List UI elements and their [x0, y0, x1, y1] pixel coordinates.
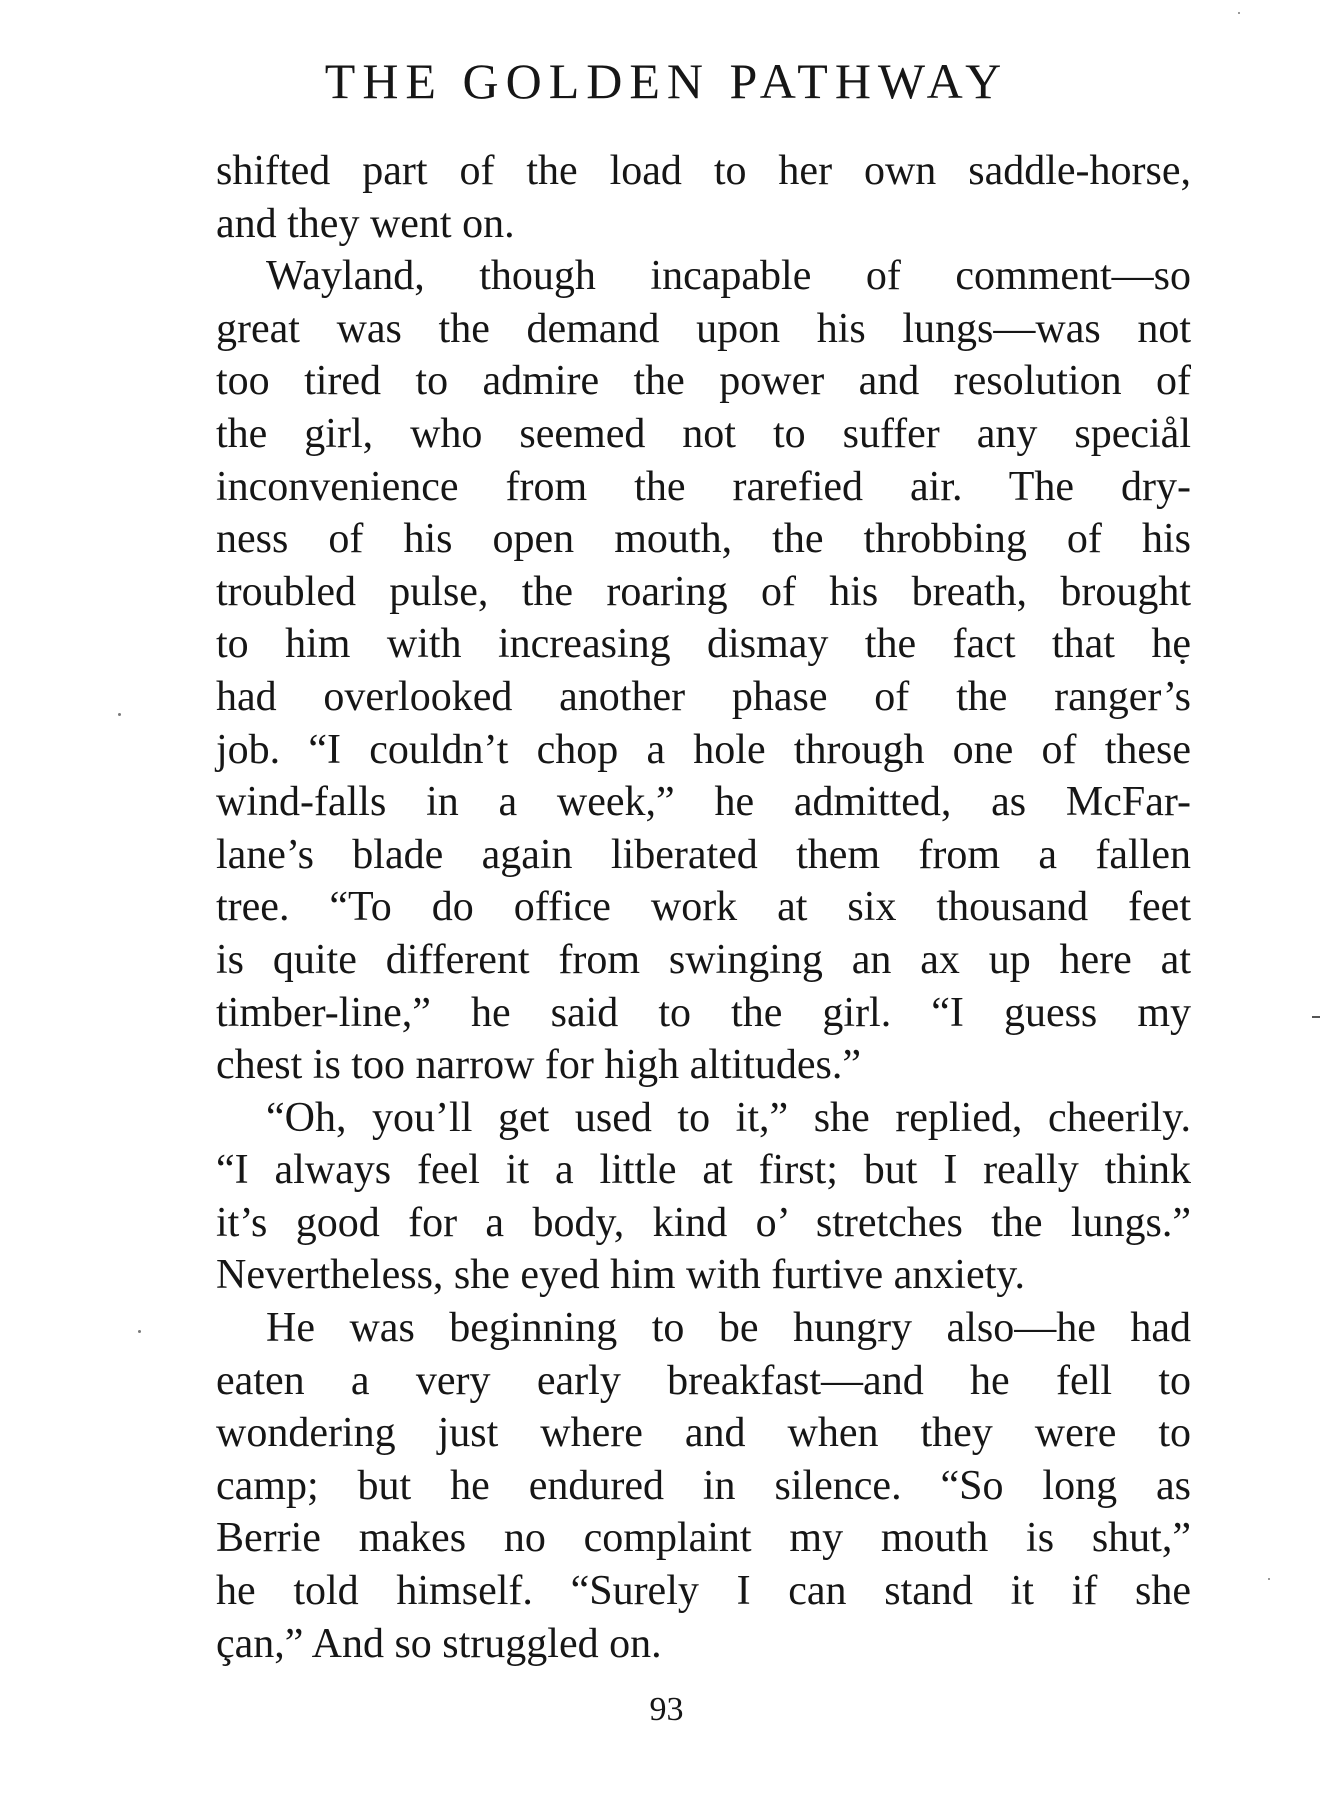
text-line: it’s good for a body, kind o’ stretches the lungs.” — [216, 1199, 1191, 1246]
text-line: and they went on. — [216, 200, 515, 247]
text-line: great was the demand upon his lungs—was not — [216, 305, 1191, 352]
text-line: shifted part of the load to her own saddle-horse, — [216, 148, 1191, 194]
running-head: THE GOLDEN PATHWAY — [324, 53, 1009, 109]
text-line: çan,” And so struggled on. — [216, 1620, 662, 1667]
text-line: inconvenience from the rarefied air. The dry- — [216, 463, 1191, 510]
text-line: is quite different from swinging an ax up here at — [216, 936, 1191, 983]
text-line: chest is too narrow for high altitudes.” — [216, 1042, 862, 1089]
text-line: wondering just where and when they were to — [216, 1410, 1191, 1457]
text-line: troubled pulse, the roaring of his breath, brought — [216, 568, 1191, 615]
text-line: he told himself. “Surely I can stand it if she — [216, 1568, 1191, 1615]
text-line: lane’s blade again liberated them from a fallen — [216, 831, 1191, 878]
scan-mark — [1312, 1016, 1320, 1018]
text-line: Wayland, though incapable of comment—so — [266, 253, 1191, 300]
text-line: wind-falls in a week,” he admitted, as McFar- — [216, 779, 1191, 826]
page-number: 93 — [649, 1691, 684, 1728]
text-line: He was beginning to be hungry also—he had — [266, 1305, 1191, 1352]
scan-speck — [138, 1330, 141, 1333]
text-line: Berrie makes no complaint my mouth is shut,” — [216, 1515, 1191, 1562]
text-line: had overlooked another phase of the ranger’s — [216, 673, 1191, 720]
body-text — [216, 145, 1191, 1670]
text-line: job. “I couldn’t chop a hole through one of these — [216, 726, 1191, 773]
text-line: tree. “To do office work at six thousand feet — [216, 884, 1191, 931]
scan-speck — [118, 713, 121, 716]
scan-speck — [1268, 1578, 1270, 1580]
text-line: “I always feel it a little at first; but I really think — [216, 1147, 1191, 1194]
text-line: camp; but he endured in silence. “So long as — [216, 1462, 1191, 1509]
scan-speck — [1238, 12, 1240, 14]
text-line: too tired to admire the power and resolution of — [216, 358, 1191, 405]
text-line: eaten a very early breakfast—and he fell to — [216, 1357, 1191, 1404]
text-line: ness of his open mouth, the throbbing of his — [216, 516, 1191, 563]
text-line: Nevertheless, she eyed him with furtive anxiety. — [216, 1252, 1026, 1299]
text-line: timber-line,” he said to the girl. “I guess my — [216, 989, 1191, 1036]
text-line: the girl, who seemed not to suffer any speciål — [216, 410, 1191, 457]
text-line: “Oh, you’ll get used to it,” she replied, cheerily. — [266, 1094, 1191, 1141]
text-line: to him with increasing dismay the fact that hẹ — [216, 621, 1191, 668]
